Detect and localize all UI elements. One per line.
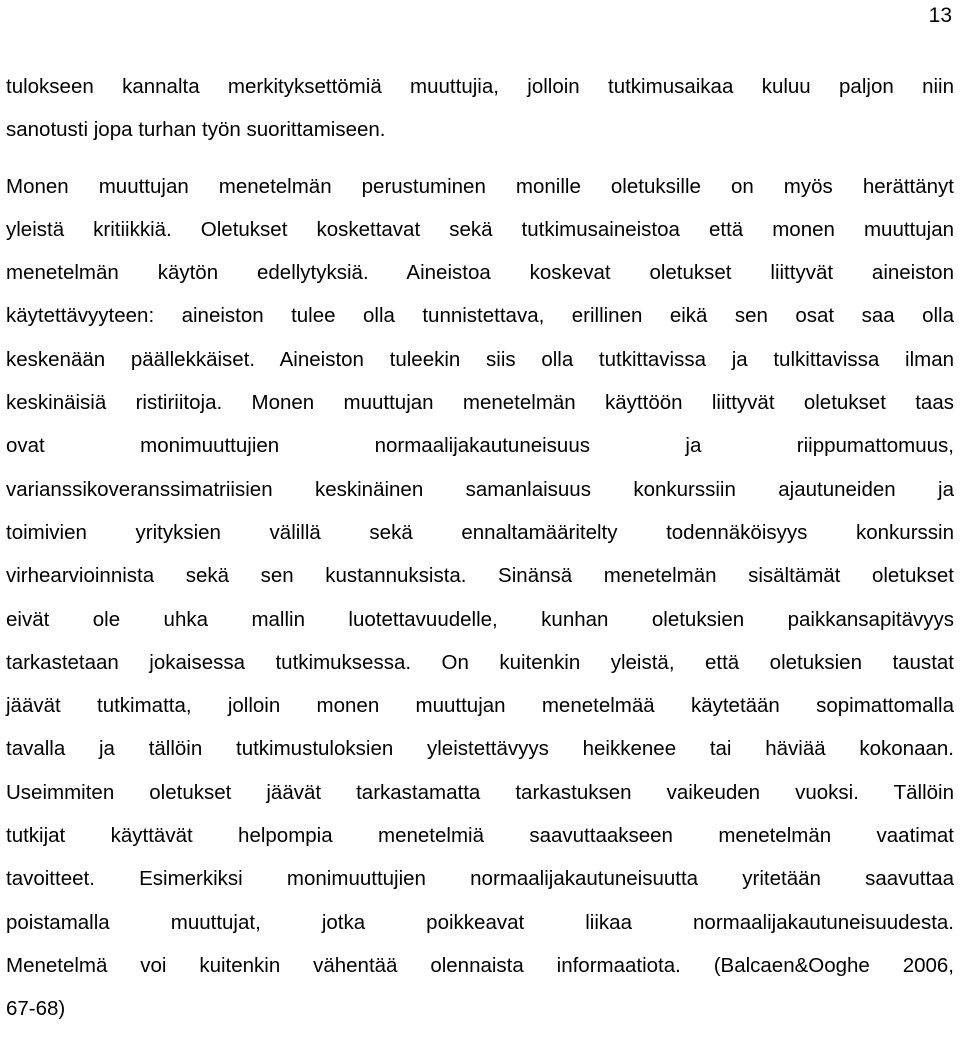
text-line: tutkijat käyttävät helpompia menetelmiä saavuttaakseen menetelmän vaatimat	[6, 824, 954, 848]
text-line: Useimmiten oletukset jäävät tarkastamatta tarkastuksen vaikeuden vuoksi. Tällöin	[6, 780, 954, 804]
text-line: sanotusti jopa turhan työn suorittamiseen.	[6, 118, 386, 142]
text-line: käytettävyyteen: aineiston tulee olla tunnistettava, erillinen eikä sen osat saa olla	[6, 304, 954, 328]
text-line: Menetelmä voi kuitenkin vähentää olennaista informaatiota. (Balcaen&Ooghe 2006,	[6, 953, 954, 977]
text-line: jäävät tutkimatta, jolloin monen muuttujan menetelmää käytetään sopimattomalla	[6, 694, 954, 718]
text-line: yleistä kritiikkiä. Oletukset koskettavat sekä tutkimusaineistoa että monen muuttujan	[6, 217, 954, 241]
paragraph-1	[6, 65, 954, 152]
text-line: Monen muuttujan menetelmän perustuminen monille oletuksille on myös herättänyt	[6, 174, 954, 198]
body-text	[6, 65, 954, 1031]
text-line: keskenään päällekkäiset. Aineiston tuleekin siis olla tutkittavissa ja tulkittavissa ilman	[6, 347, 954, 371]
paragraph-2	[6, 165, 954, 1031]
text-line: poistamalla muuttujat, jotka poikkeavat liikaa normaalijakautuneisuudesta.	[6, 910, 954, 934]
text-line: menetelmän käytön edellytyksiä. Aineistoa koskevat oletukset liittyvät aineiston	[6, 261, 954, 285]
text-line: tulokseen kannalta merkityksettömiä muuttujia, jolloin tutkimusaikaa kuluu paljon niin	[6, 75, 954, 98]
text-line: varianssikoveranssimatriisien keskinäinen samanlaisuus konkurssiin ajautuneiden ja	[6, 477, 954, 501]
text-line: ovat monimuuttujien normaalijakautuneisuus ja riippumattomuus,	[6, 434, 954, 458]
text-line: tavoitteet. Esimerkiksi monimuuttujien normaalijakautuneisuutta yritetään saavuttaa	[6, 867, 954, 891]
text-line: keskinäisiä ristiriitoja. Monen muuttujan menetelmän käyttöön liittyvät oletukset taas	[6, 391, 954, 415]
page-number: 13	[928, 4, 952, 27]
text-line: 67-68)	[6, 997, 66, 1021]
text-line: virhearvioinnista sekä sen kustannuksista. Sinänsä menetelmän sisältämät oletukset	[6, 564, 954, 588]
text-line: tarkastetaan jokaisessa tutkimuksessa. On kuitenkin yleistä, että oletuksien taustat	[6, 650, 954, 674]
text-line: tavalla ja tällöin tutkimustuloksien yleistettävyys heikkenee tai häviää kokonaan.	[6, 737, 954, 761]
text-line: toimivien yrityksien välillä sekä ennaltamääritelty todennäköisyys konkurssin	[6, 520, 954, 544]
text-line: eivät ole uhka mallin luotettavuudelle, kunhan oletuksien paikkansapitävyys	[6, 607, 954, 631]
